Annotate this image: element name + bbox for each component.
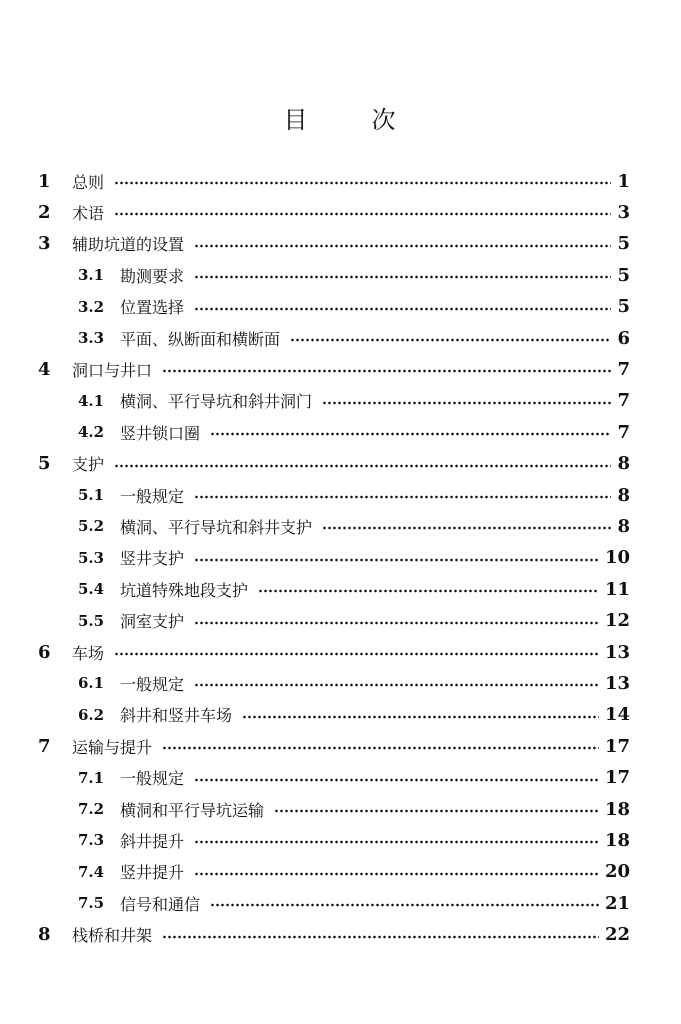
toc-entry[interactable] <box>78 888 630 918</box>
toc-entry-number: 5.4 <box>78 580 105 599</box>
toc-entry-number: 1 <box>38 170 51 192</box>
toc-entry-label: 洞口与井口 <box>72 360 153 380</box>
toc-entry[interactable] <box>78 763 630 793</box>
toc-entry[interactable] <box>38 354 630 384</box>
toc-entry-label: 竖井锁口圈 <box>120 423 201 443</box>
dot-leader <box>114 464 611 468</box>
toc-entry-number: 4.1 <box>78 391 105 410</box>
toc-entry-page: 14 <box>604 704 630 726</box>
title-char-1: 目 <box>283 106 310 134</box>
toc-entry-label: 一般规定 <box>120 486 185 506</box>
toc-entry-page: 1 <box>617 170 630 192</box>
dot-leader <box>194 558 599 562</box>
toc-entry-number: 7.4 <box>78 862 105 881</box>
toc-entry-page: 6 <box>617 327 630 349</box>
toc-entry-label: 横洞、平行导坑和斜井洞门 <box>120 392 313 412</box>
toc-entry-page: 11 <box>604 578 630 600</box>
dot-leader <box>194 621 599 625</box>
toc-entry-page: 7 <box>617 421 630 443</box>
toc-entry-label: 勘测要求 <box>120 266 185 286</box>
toc-entry[interactable] <box>38 197 630 227</box>
toc-entry-number: 6 <box>38 641 51 663</box>
toc-entry-label: 一般规定 <box>120 674 185 694</box>
dot-leader <box>162 746 599 750</box>
toc-entry-number: 3.2 <box>78 297 105 316</box>
toc-entry-page: 8 <box>617 515 630 537</box>
toc-entry-label: 横洞和平行导坑运输 <box>120 800 265 820</box>
toc-entry-page: 8 <box>617 453 630 475</box>
toc-entry-label: 洞室支护 <box>120 612 185 632</box>
toc-entry-page: 18 <box>604 798 630 820</box>
toc-entry[interactable] <box>78 794 630 824</box>
toc-entry[interactable] <box>38 920 630 950</box>
toc-entry-page: 17 <box>604 767 630 789</box>
toc-entry-number: 3.1 <box>78 266 105 285</box>
dot-leader <box>162 935 599 939</box>
dot-leader <box>114 212 611 216</box>
dot-leader <box>210 903 599 907</box>
toc-entry-page: 20 <box>604 861 630 883</box>
toc-entry[interactable] <box>78 825 630 855</box>
toc-entry-page: 13 <box>604 641 630 663</box>
dot-leader <box>194 683 599 687</box>
toc-entry[interactable] <box>78 857 630 887</box>
toc-entry-label: 术语 <box>72 203 105 223</box>
toc-entry[interactable] <box>78 480 630 510</box>
toc-entry[interactable] <box>78 292 630 322</box>
toc-entry-number: 7.5 <box>78 894 105 913</box>
toc-entry-label: 栈桥和井架 <box>72 926 153 946</box>
toc-entry-page: 21 <box>604 892 630 914</box>
toc-entry-number: 5.2 <box>78 517 105 536</box>
toc-entry-page: 18 <box>604 829 630 851</box>
toc-entry-label: 辅助坑道的设置 <box>72 235 185 255</box>
dot-leader <box>194 840 599 844</box>
toc-entry[interactable] <box>38 637 630 667</box>
toc-entry-number: 8 <box>38 924 51 946</box>
toc-entry[interactable] <box>78 511 630 541</box>
toc-entry-label: 支护 <box>72 455 105 475</box>
toc-entry-number: 4 <box>38 358 51 380</box>
toc-entry-page: 5 <box>617 233 630 255</box>
toc-entry-label: 竖井支护 <box>120 549 185 569</box>
dot-leader <box>322 401 611 405</box>
toc-entry[interactable] <box>38 229 630 259</box>
toc-entry-number: 4.2 <box>78 423 105 442</box>
toc-entry-page: 3 <box>617 201 630 223</box>
toc-entry-label: 位置选择 <box>120 298 185 318</box>
toc-entry-number: 5.1 <box>78 486 105 504</box>
dot-leader <box>290 338 611 342</box>
toc-entry-page: 17 <box>604 735 630 757</box>
page-title <box>0 100 681 135</box>
toc-entry[interactable] <box>78 260 630 290</box>
toc-entry-page: 12 <box>604 610 630 632</box>
toc-entry[interactable] <box>78 606 630 636</box>
toc-entry-page: 7 <box>617 390 630 412</box>
dot-leader <box>194 275 611 279</box>
toc-entry[interactable] <box>38 166 630 196</box>
toc-entry[interactable] <box>78 668 630 698</box>
toc-entry-label: 信号和通信 <box>120 894 201 914</box>
dot-leader <box>210 432 611 436</box>
toc-entry-label: 横洞、平行导坑和斜井支护 <box>120 517 313 537</box>
toc-entry[interactable] <box>78 386 630 416</box>
toc-entry-number: 5 <box>38 453 51 475</box>
toc-entry[interactable] <box>78 323 630 353</box>
title-char-2: 次 <box>371 106 398 134</box>
toc-entry-number: 3 <box>38 233 51 255</box>
dot-leader <box>194 778 599 782</box>
toc-entry-number: 2 <box>38 201 51 223</box>
dot-leader <box>242 715 599 719</box>
toc-entry[interactable] <box>78 543 630 573</box>
toc-entry-page: 5 <box>617 264 630 286</box>
toc-entry-number: 3.3 <box>78 329 105 347</box>
dot-leader <box>194 244 611 248</box>
toc-entry[interactable] <box>38 731 630 761</box>
toc-entry-label: 一般规定 <box>120 769 185 789</box>
toc-entry-label: 运输与提升 <box>72 737 153 757</box>
toc-entry-label: 斜井和竖井车场 <box>120 706 233 726</box>
toc-entry[interactable] <box>78 574 630 604</box>
toc-entry-label: 坑道特殊地段支护 <box>120 580 249 600</box>
toc-entry-page: 10 <box>604 547 630 569</box>
toc-entry-number: 5.5 <box>78 611 105 630</box>
dot-leader <box>114 181 611 185</box>
toc-entry-page: 5 <box>617 296 630 318</box>
dot-leader <box>194 872 599 876</box>
toc-entry-label: 竖井提升 <box>120 863 185 883</box>
toc-entry[interactable] <box>38 449 630 479</box>
dot-leader <box>194 307 611 311</box>
toc-entry-number: 7 <box>38 735 51 757</box>
toc-entry[interactable] <box>78 700 630 730</box>
toc-entry-number: 5.3 <box>78 548 105 567</box>
toc-entry-number: 6.2 <box>78 705 105 724</box>
dot-leader <box>114 652 599 656</box>
toc-entry-number: 7.1 <box>78 768 105 787</box>
toc-entry-number: 7.3 <box>78 831 105 850</box>
toc-entry-number: 7.2 <box>78 800 105 818</box>
dot-leader <box>194 495 611 499</box>
dot-leader <box>162 369 611 373</box>
toc-entry-number: 6.1 <box>78 674 105 693</box>
toc-entry-label: 车场 <box>72 643 105 663</box>
dot-leader <box>274 809 599 813</box>
toc-entry-label: 平面、纵断面和横断面 <box>120 329 281 349</box>
dot-leader <box>322 526 611 530</box>
toc-entry-page: 13 <box>604 672 630 694</box>
toc-entry-page: 22 <box>604 924 630 946</box>
toc-entry-page: 7 <box>617 358 630 380</box>
toc-entry[interactable] <box>78 417 630 447</box>
toc-entry-label: 总则 <box>72 172 105 192</box>
toc-entry-label: 斜井提升 <box>120 831 185 851</box>
dot-leader <box>258 589 599 593</box>
toc-entry-page: 8 <box>617 484 630 506</box>
